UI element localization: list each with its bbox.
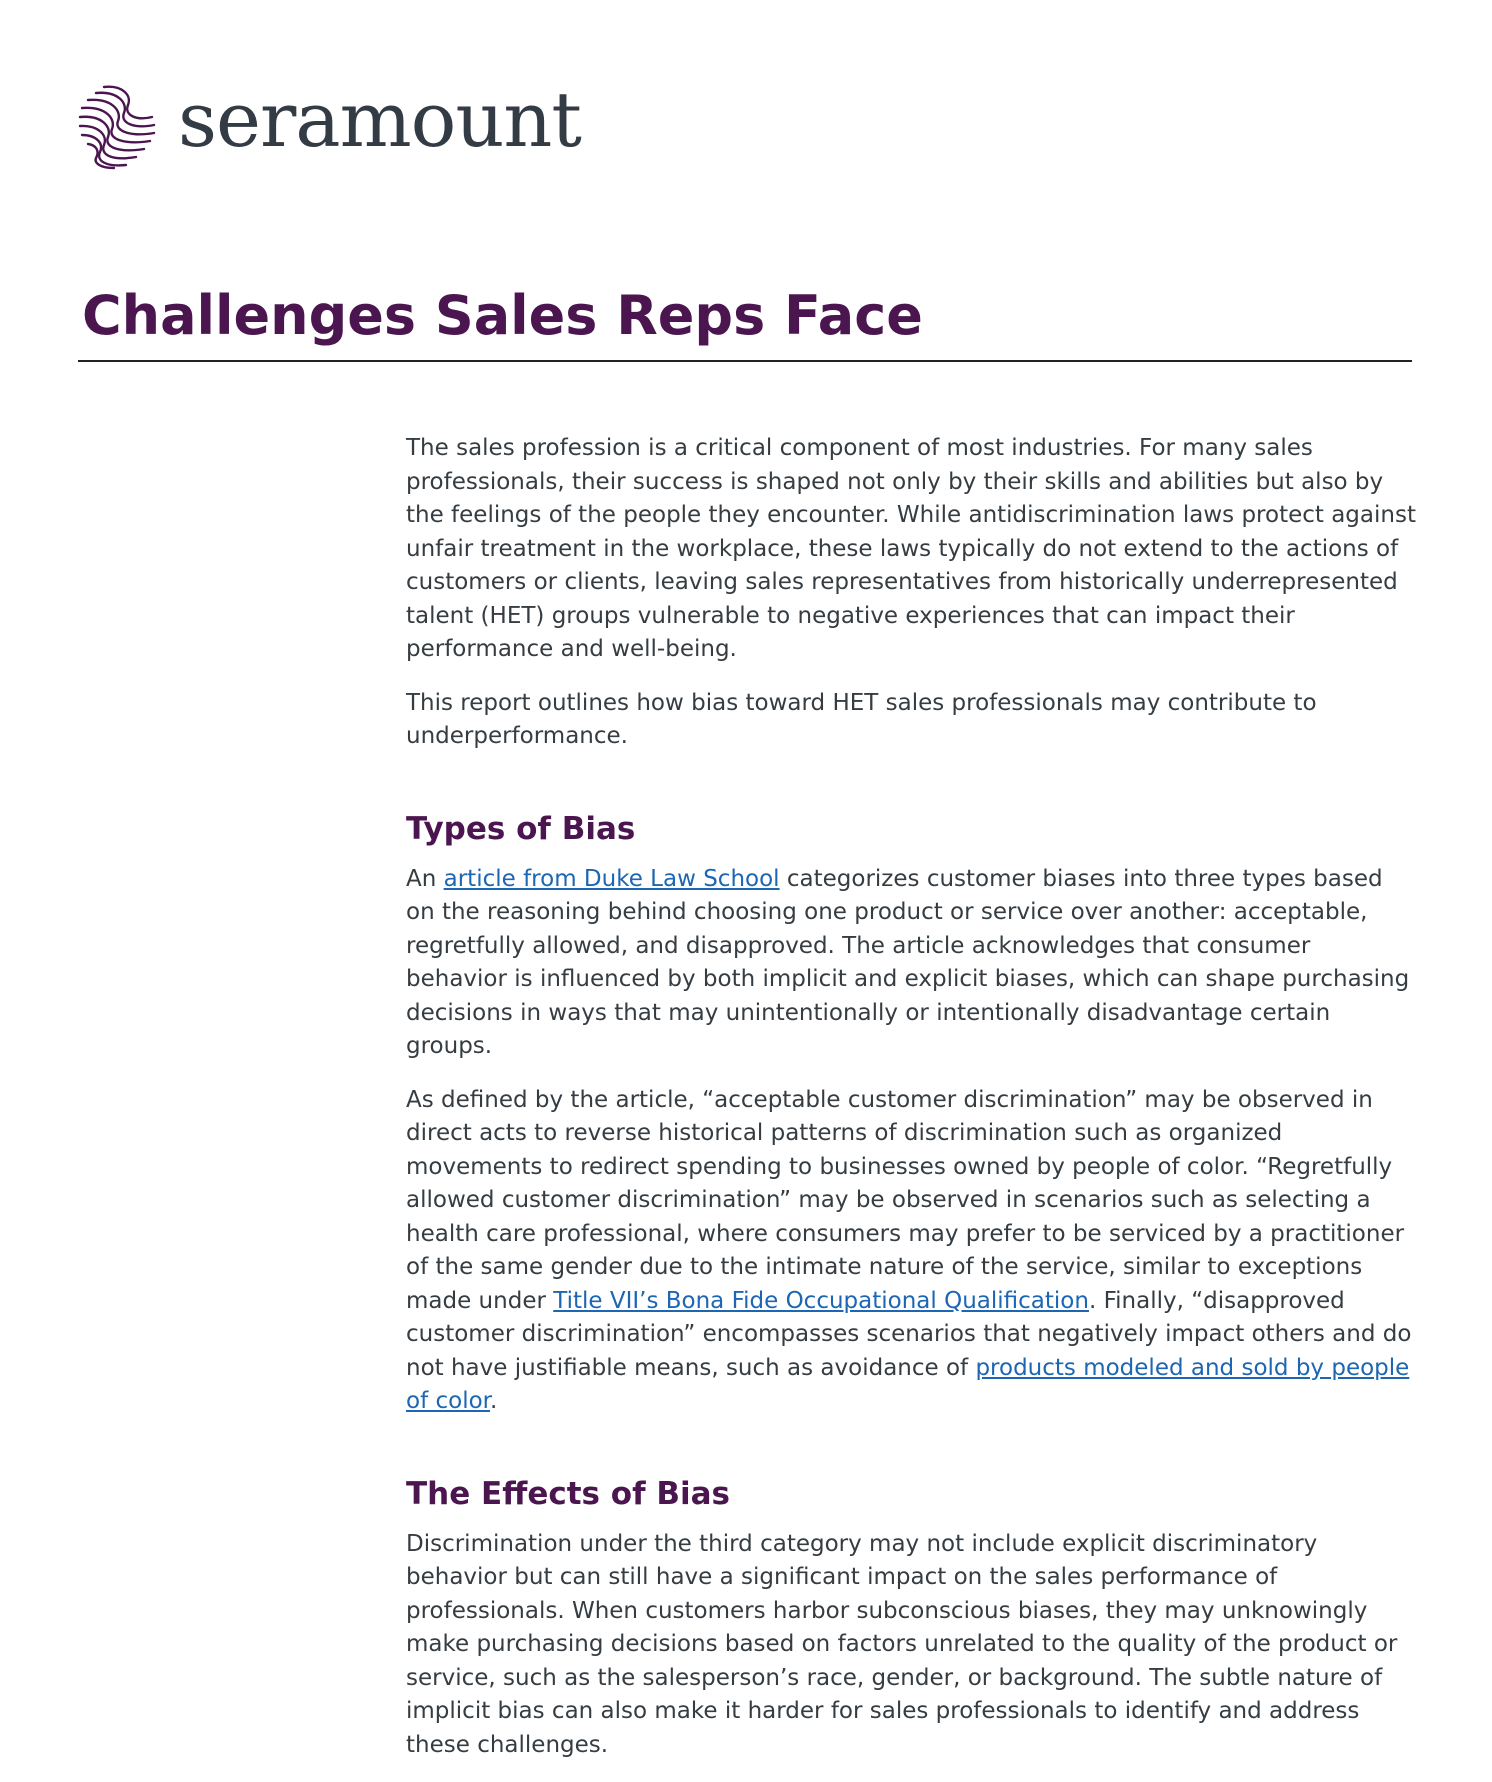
intro-paragraph-2: This report outlines how bias toward HET sales professionals may contribute to underperformance. [406,689,1317,749]
types-of-bias-paragraph-2 [406,1084,1416,1419]
text-segment: . Finally, “disapproved customer discrimination” encompasses scenarios that negatively impact others and do not have justifiable means, such as avoidance of [406,1287,1412,1381]
title-vii-bfoq-link[interactable]: Title VII’s Bona Fide Occupational Qualification [553,1287,1089,1314]
text-segment: . [490,1388,498,1414]
types-of-bias-paragraph-1 [406,863,1416,1064]
text-segment: As defined by the article, “acceptable customer discrimination” may be observed in direct acts to reverse historical patterns of discrimination such as organized movements to redirect spending to businesses owned by people of color. “Regretfully allowed customer discrimination” may be observed in scenarios such as selecting a health care professional, where consumers may prefer to be serviced by a practitioner of the same gender due to the intimate nature of the service, similar to exceptions made under [406,1086,1405,1314]
section-heading-types-of-bias: Types of Bias [406,810,636,847]
seramount-logo-mark [74,81,160,171]
text-segment: categorizes customer biases into three types based on the reasoning behind choosing one product or service over another: acceptable, regretfully allowed, and disapproved. The article acknowledges that consumer behavior is influenced by both implicit and explicit biases, which can shape purchasing decisions in ways that may unintentionally or intentionally disadvantage certain groups. [406,865,1410,1059]
page-title: Challenges Sales Reps Face [82,284,923,347]
effects-of-bias-paragraph-1: Discrimination under the third category may not include explicit discriminatory behavior but can still have a significant impact on the sales performance of professionals. When customers harbor subconscious biases, they may unknowingly make purchasing decisions based on factors unrelated to the quality of the product or service, such as the salesperson’s race, gender, or background. The subtle nature of implicit bias can also make it harder for sales professionals to identify and address these challenges. [406,1530,1398,1758]
brand-wordmark: seramount [178,75,581,164]
text-segment: An [406,865,444,892]
section-heading-effects-of-bias: The Effects of Bias [406,1475,730,1512]
intro-paragraph-1: The sales profession is a critical component of most industries. For many sales professionals, their success is shaped not only by their skills and abilities but also by the feelings of the people they encounter. While antidiscrimination laws protect against unfair treatment in the workplace, these laws typically do not extend to the actions of customers or clients, leaving sales representatives from historically underrepresented talent (HET) groups vulnerable to negative experiences that can impact their performance and well-being. [406,435,1416,662]
article-body [406,432,1416,1782]
brand-logo [74,75,581,172]
duke-law-article-link[interactable]: article from Duke Law School [443,865,780,892]
title-divider [78,360,1412,362]
products-people-of-color-link[interactable]: products modeled and sold by people of color [406,1354,1410,1414]
